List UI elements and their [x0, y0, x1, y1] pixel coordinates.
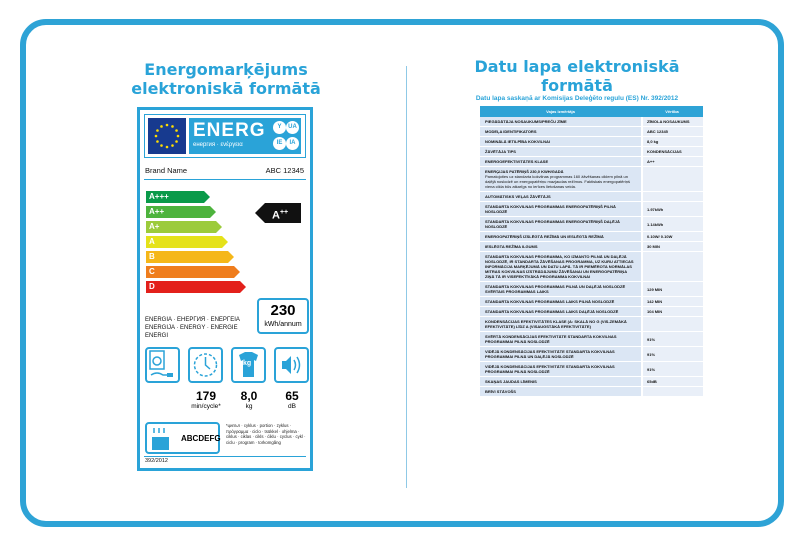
table-row — [480, 387, 703, 397]
row-parameter — [480, 202, 641, 216]
row-parameter — [480, 137, 641, 146]
eu-star — [175, 129, 178, 132]
lang-dot-icon: IA — [286, 137, 299, 150]
indicator-class: A — [272, 209, 280, 222]
row-value: KONDENSĀCIJAS — [643, 147, 703, 156]
energy-class-arrow — [146, 191, 204, 203]
noise-unit: dB — [288, 403, 296, 410]
table-row — [480, 242, 703, 252]
energy-class-label: C — [149, 267, 155, 276]
table-row — [480, 117, 703, 127]
condensation-class-box — [145, 422, 220, 454]
table-row — [480, 157, 703, 167]
eu-star — [156, 140, 159, 143]
capacity-icon-text: kg — [243, 360, 252, 367]
table-row — [480, 147, 703, 157]
row-parameter — [480, 127, 641, 136]
energy-class-label: A+++ — [149, 192, 169, 201]
energy-class-label: A — [149, 237, 155, 246]
row-parameter — [480, 167, 641, 191]
row-parameter-text: AUTOMĀTISKS VEĻAS ŽĀVĒTĀJS — [485, 194, 551, 199]
row-parameter-text: BRĪVI STĀVOŠS — [485, 389, 516, 394]
condensation-classes: ABCDEFG — [181, 434, 221, 443]
eu-star — [160, 125, 163, 128]
model-id: ABC 12345 — [265, 166, 304, 175]
row-parameter-text: STANDARTA KOKVILNAS PROGRAMMA, KO IZMANTO PILNĀ UN DAĻĒJĀ NOSLODZĒ, IR STANDARTA ŽĀVĒŠANAS PROGRAMMA, UZ KURU ATTIECAS INFORMĀCIJA MARĶĒJUMĀ UN DATU LAPĀ. TĀ IR PIEMĒROTA NORMĀLAS MITRAS KOKVILNAS IZSTRĀDĀJUMU ŽĀVĒŠANAI UN ENERGOPATĒRIŅA ZIŅĀ TĀ IR VISEFEKTĪVĀKĀ PROGRAMMA KOKVILNAI — [485, 254, 634, 279]
table-row — [480, 192, 703, 202]
header-value: Vērtība — [665, 109, 679, 114]
row-parameter — [480, 377, 641, 386]
row-parameter — [480, 147, 641, 156]
eu-star — [155, 135, 158, 138]
row-value: 142 MIN — [643, 297, 703, 306]
label-header — [144, 114, 306, 158]
data-sheet-title: Datu lapa elektroniskā formātā — [474, 57, 680, 95]
noise-value: 65 — [285, 389, 299, 403]
eu-star — [156, 129, 159, 132]
energy-word-translations: енергия · ενέργεια — [193, 142, 243, 148]
row-parameter-text: STANDARTA KOKVILNAS PROGRAMMAS PILNĀ UN DAĻĒJĀ NOSLODZĒ SVĒRTAIS PROGRAMMAS LAIKS — [485, 284, 626, 294]
table-header — [480, 106, 703, 117]
column-divider — [406, 66, 407, 488]
row-parameter — [480, 117, 641, 126]
row-value: 91% — [643, 332, 703, 346]
eu-star — [166, 124, 169, 127]
row-parameter — [480, 252, 641, 281]
eu-flag-icon — [148, 118, 186, 154]
header-parameter: Vajas Izmērtāja — [546, 109, 575, 114]
table-row — [480, 377, 703, 387]
table-row — [480, 137, 703, 147]
energy-label[interactable] — [137, 107, 313, 471]
row-parameter-text: ŽĀVĒTĀJA TIPS — [485, 149, 516, 154]
regulation-number: 392/2012 — [145, 458, 168, 464]
row-value: A++ — [643, 157, 703, 166]
row-parameter — [480, 387, 641, 396]
table-row — [480, 232, 703, 242]
table-row — [480, 317, 703, 332]
row-parameter — [480, 282, 641, 296]
annual-consumption-unit: kWh/annum — [264, 321, 302, 328]
row-parameter-text: KONDENSĀCIJAS EFEKTIVITĀTES KLASE (A: SKALĀ NO G (VIS-ZEMĀKĀ EFEKTIVITĀTE) LĪDZ A (VISAUGSTĀKĀ EFEKTIVITĀTE) — [485, 319, 627, 329]
row-parameter-text: ENERGOPATĒRIŅŠ IZSLĒGTĀ REŽĪMĀ UN IESLĒGTĀ REŽĪMĀ — [485, 234, 604, 239]
eu-star — [160, 144, 163, 147]
cycle-time-value: 179 — [195, 389, 217, 403]
energy-word: ENERG — [193, 120, 266, 141]
row-value: 1.97kWh — [643, 202, 703, 216]
row-parameter-text: IESLĒGTA REŽĪMA ILGUMS — [485, 244, 538, 249]
lang-dot-icon: UA — [286, 121, 299, 134]
annual-consumption-box — [257, 298, 309, 334]
energy-class-arrow — [146, 206, 210, 218]
capacity-unit: kg — [245, 403, 253, 410]
annual-consumption-value: 230 — [270, 302, 296, 319]
indicator-plus: ++ — [279, 209, 289, 216]
row-parameter — [480, 157, 641, 166]
eu-star — [177, 135, 180, 138]
row-value: 0.10W/ 0.10W — [643, 232, 703, 241]
energy-class-arrow — [146, 281, 240, 293]
row-value — [643, 192, 703, 201]
cycle-time-icon — [188, 347, 223, 383]
row-parameter-text: STANDARTA KOKVILNAS PROGRAMMAS LAIKS PILNĀ NOSLODZĒ — [485, 299, 615, 304]
row-parameter-text: STANDARTA KOKVILNAS PROGRAMMAS ENERGOPATĒRIŅŠ DAĻĒJĀ NOSLODZĒ — [485, 219, 620, 229]
data-sheet-subtitle: Datu lapa saskaņā ar Komisijas Deleģēto regulu (ES) Nr. 392/2012 — [475, 95, 679, 102]
row-value: 30 MIN — [643, 242, 703, 251]
lang-dot-icon: IE — [273, 137, 286, 150]
row-parameter-text: NOMINĀLĀ IETILPĪBA KOKVILNAI — [485, 139, 550, 144]
row-parameter — [480, 307, 641, 316]
row-value — [643, 317, 703, 331]
row-value: 129 MIN — [643, 282, 703, 296]
row-value: ABC 12345 — [643, 127, 703, 136]
energy-class-indicator — [265, 203, 301, 223]
energy-class-arrow — [146, 266, 234, 278]
row-parameter — [480, 347, 641, 361]
row-value: 91% — [643, 347, 703, 361]
row-parameter-text: STANDARTA KOKVILNAS PROGRAMMAS LAIKS DAĻĒJĀ NOSLODZĒ — [485, 309, 619, 314]
energy-class-arrow — [146, 251, 228, 263]
condensation-icon — [149, 425, 177, 453]
row-parameter — [480, 192, 641, 201]
row-value — [643, 252, 703, 281]
energy-class-arrow — [146, 221, 216, 233]
row-parameter-text: PIEGĀDĀTĀJA NOSAUKUMS/PREČU ZĪME — [485, 119, 567, 124]
row-parameter-text: SKAŅAS JAUDAS LĪMENIS — [485, 379, 537, 384]
table-row — [480, 282, 703, 297]
table-row — [480, 307, 703, 317]
energy-class-label: A++ — [149, 207, 165, 216]
row-parameter-text: SVĒRTĀ KONDENSĀCIJAS EFEKTIVITĀTE STANDARTA KOKVILNAS PROGRAMMAI PILNĀ NOSLODZĒ — [485, 334, 617, 344]
energy-languages: ENERGIA · ЕНЕРГИЯ · ΕΝΕΡΓΕΙΑ ENERGIJA · ENERGY · ENERGIE ENERGI — [145, 317, 240, 339]
row-parameter — [480, 317, 641, 331]
row-value: 8,0 kg — [643, 137, 703, 146]
energy-class-label: A+ — [149, 222, 160, 231]
table-row — [480, 217, 703, 232]
row-parameter — [480, 242, 641, 251]
row-parameter — [480, 362, 641, 376]
eu-star — [171, 144, 174, 147]
row-parameter — [480, 297, 641, 306]
table-row — [480, 297, 703, 307]
energy-class-label: B — [149, 252, 155, 261]
row-value: 65dB — [643, 377, 703, 386]
row-parameter-text: MODEĻA IDENTIFIKATORS — [485, 129, 537, 134]
row-value: ZĪMOLA NOSAUKUMS — [643, 117, 703, 126]
eu-star — [171, 125, 174, 128]
data-sheet-table[interactable] — [480, 106, 703, 397]
cycle-footnote: *ципъл · cyklus · portion · zyklus · πρόγραμμα · ciclo · tsükkel · ohjelma · ciklus · ciklas · cikls · ċiklu · cyclus · cykl · ciclu · program · torkomgång — [226, 423, 306, 445]
table-row — [480, 252, 703, 282]
eu-star — [166, 146, 169, 149]
table-row — [480, 167, 703, 192]
lang-dot-icon: Y — [273, 121, 286, 134]
brand-name: Brand Name — [145, 166, 188, 175]
row-parameter-text: VIDĒJĀ KONDENSĀCIJAS EFEKTIVITĀTE STANDARTA KOKVILNAS PROGRAMMAI PILNĀ NOSLODZĒ — [485, 364, 615, 374]
noise-icon — [274, 347, 309, 383]
separator — [144, 456, 306, 457]
row-parameter-text: ENERGOEFEKTIVITĀTES KLASE — [485, 159, 549, 164]
row-value: 1.14kWh — [643, 217, 703, 231]
row-note: Pamatojoties uz standarta kokvilnas programmas 160 žāvēšanas ciklem pilnā un daļējā noslodzē un energopatēriņu mazjaudas režīmos. Faktiskais energopatēriņš viena cikla būs atkarīgs no ierīces lietošanas veida. — [485, 174, 630, 189]
row-parameter — [480, 232, 641, 241]
row-value — [643, 387, 703, 396]
row-parameter — [480, 332, 641, 346]
row-parameter-text: ENERĢIJAS PATĒRIŅŠ 230,0 KWH/GADĀ — [485, 169, 564, 174]
row-value: 104 MIN — [643, 307, 703, 316]
capacity-value: 8,0 — [240, 389, 258, 403]
energy-class-arrow — [146, 236, 222, 248]
table-row — [480, 347, 703, 362]
cycle-time-unit: min/cycle* — [191, 403, 221, 410]
table-row — [480, 332, 703, 347]
energy-label-title: Energomarķējums elektroniskā formātā — [131, 60, 321, 98]
separator — [144, 179, 306, 180]
capacity-icon — [231, 347, 266, 383]
eu-star — [175, 140, 178, 143]
row-parameter-text: STANDARTA KOKVILNAS PROGRAMMAS ENERGOPATĒRIŅŠ PILNĀ NOSLODZĒ — [485, 204, 616, 214]
table-row — [480, 127, 703, 137]
row-value: 91% — [643, 362, 703, 376]
row-parameter — [480, 217, 641, 231]
row-parameter-text: VIDĒJĀ KONDENSĀCIJAS EFEKTIVITĀTE STANDARTA KOKVILNAS PROGRAMMAI PILNĀ UN DAĻĒJĀ NOSLODZĒ — [485, 349, 615, 359]
energy-word-box — [189, 118, 301, 154]
row-value — [643, 167, 703, 191]
energy-class-label: D — [149, 282, 155, 291]
table-row — [480, 362, 703, 377]
dryer-type-icon — [145, 347, 180, 383]
table-row — [480, 202, 703, 217]
